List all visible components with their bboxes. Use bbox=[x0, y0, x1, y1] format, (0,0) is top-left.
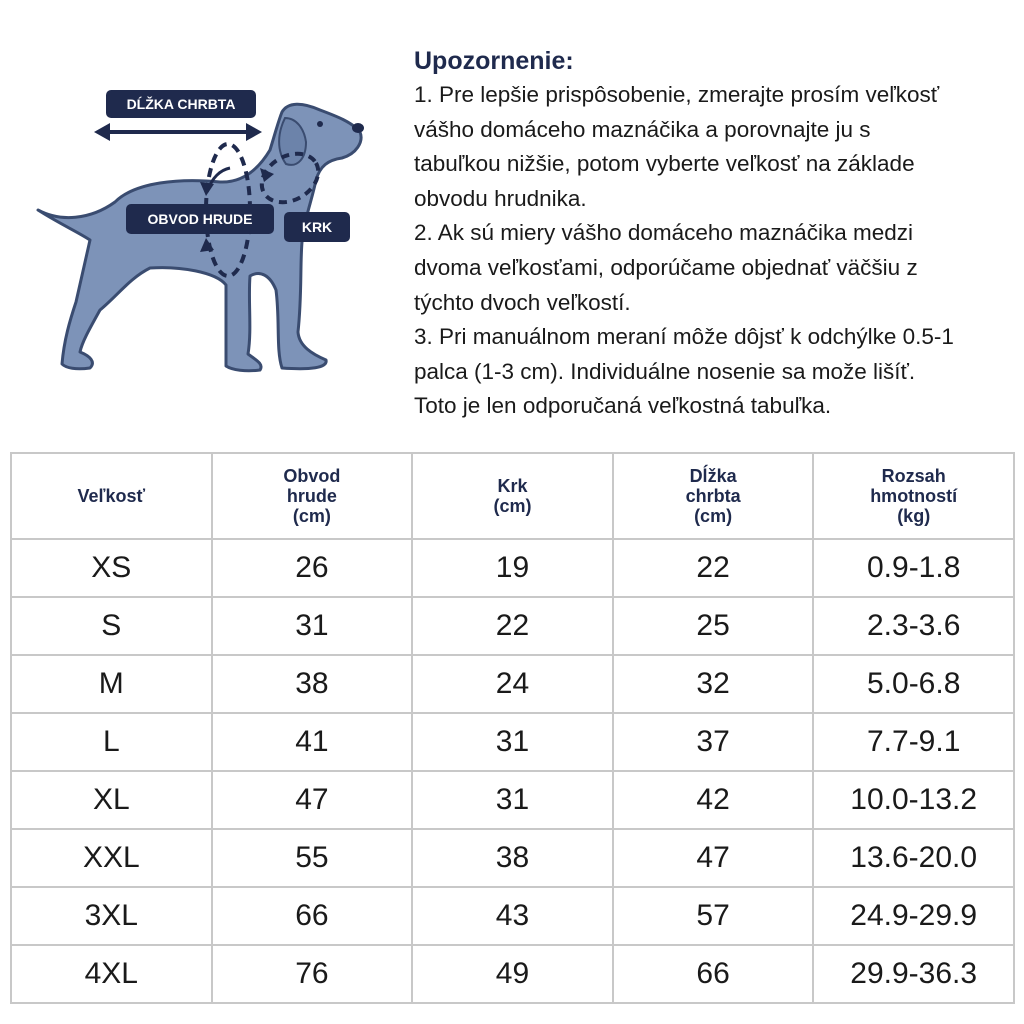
back-length-label-text: DĹŽKA CHRBTA bbox=[126, 96, 236, 112]
notice-line: palca (1-3 cm). Individuálne nosenie sa može lišíť. bbox=[414, 358, 916, 384]
cell-weight-range: 0.9-1.8 bbox=[813, 539, 1014, 597]
notice-line: 2. Ak sú miery vášho domáceho maznáčika medzi bbox=[414, 220, 913, 246]
cell-back-length: 47 bbox=[613, 829, 814, 887]
back-arrow-right-head bbox=[246, 123, 262, 141]
notice-line: dvoma veľkosťami, odporúčame objednať väčšiu z bbox=[414, 254, 918, 280]
notice-line: Toto je len odporučaná veľkostná tabuľka. bbox=[414, 393, 832, 419]
cell-size: 3XL bbox=[11, 887, 212, 945]
cell-weight-range: 29.9-36.3 bbox=[813, 945, 1014, 1003]
cell-neck: 38 bbox=[412, 829, 613, 887]
notice-line: obvodu hrudnika. bbox=[414, 185, 587, 211]
cell-weight-range: 2.3-3.6 bbox=[813, 597, 1014, 655]
notice-line: týchto dvoch veľkostí. bbox=[414, 289, 631, 315]
cell-chest: 55 bbox=[212, 829, 413, 887]
table-row bbox=[11, 655, 1014, 713]
cell-chest: 31 bbox=[212, 597, 413, 655]
cell-size: XS bbox=[11, 539, 212, 597]
cell-back-length: 37 bbox=[613, 713, 814, 771]
cell-size: 4XL bbox=[11, 945, 212, 1003]
header-back-length: Dĺžka chrbta (cm) bbox=[613, 453, 814, 539]
notice-line: 3. Pri manuálnom meraní môže dôjsť k odchýlke 0.5-1 bbox=[414, 324, 954, 350]
dog-diagram bbox=[20, 70, 400, 390]
chest-label-text: OBVOD HRUDE bbox=[147, 211, 253, 227]
cell-size: M bbox=[11, 655, 212, 713]
dog-eye bbox=[317, 121, 323, 127]
header-neck: Krk (cm) bbox=[412, 453, 613, 539]
notice-title: Upozornenie: bbox=[414, 47, 574, 75]
cell-chest: 66 bbox=[212, 887, 413, 945]
table-row bbox=[11, 771, 1014, 829]
header-size: Veľkosť bbox=[11, 453, 212, 539]
header-chest: Obvod hrude (cm) bbox=[212, 453, 413, 539]
cell-back-length: 66 bbox=[613, 945, 814, 1003]
cell-chest: 38 bbox=[212, 655, 413, 713]
cell-chest: 76 bbox=[212, 945, 413, 1003]
table-row bbox=[11, 829, 1014, 887]
cell-weight-range: 5.0-6.8 bbox=[813, 655, 1014, 713]
header-weight-range: Rozsah hmotností (kg) bbox=[813, 453, 1014, 539]
chest-label bbox=[126, 204, 274, 234]
cell-neck: 31 bbox=[412, 771, 613, 829]
cell-weight-range: 10.0-13.2 bbox=[813, 771, 1014, 829]
cell-size: XXL bbox=[11, 829, 212, 887]
table-row bbox=[11, 887, 1014, 945]
cell-neck: 49 bbox=[412, 945, 613, 1003]
cell-size: XL bbox=[11, 771, 212, 829]
cell-back-length: 42 bbox=[613, 771, 814, 829]
neck-label-text: KRK bbox=[301, 219, 333, 235]
size-chart-table bbox=[10, 452, 1015, 1004]
dog-measurement-illustration bbox=[20, 70, 400, 390]
cell-weight-range: 24.9-29.9 bbox=[813, 887, 1014, 945]
cell-back-length: 25 bbox=[613, 597, 814, 655]
cell-chest: 26 bbox=[212, 539, 413, 597]
cell-back-length: 32 bbox=[613, 655, 814, 713]
table-row bbox=[11, 597, 1014, 655]
cell-back-length: 22 bbox=[613, 539, 814, 597]
notice-line: vášho domáceho maznáčika a porovnajte ju s bbox=[414, 116, 871, 142]
cell-neck: 31 bbox=[412, 713, 613, 771]
table-row bbox=[11, 539, 1014, 597]
table-header-row bbox=[11, 453, 1014, 539]
cell-chest: 41 bbox=[212, 713, 413, 771]
cell-neck: 43 bbox=[412, 887, 613, 945]
back-length-label bbox=[106, 90, 256, 118]
cell-back-length: 57 bbox=[613, 887, 814, 945]
back-arrow-left-head bbox=[94, 123, 110, 141]
cell-neck: 22 bbox=[412, 597, 613, 655]
cell-weight-range: 7.7-9.1 bbox=[813, 713, 1014, 771]
table-row bbox=[11, 713, 1014, 771]
neck-label bbox=[284, 212, 350, 242]
notice-line: tabuľkou nižšie, potom vyberte veľkosť na základe bbox=[414, 151, 915, 177]
cell-chest: 47 bbox=[212, 771, 413, 829]
cell-neck: 24 bbox=[412, 655, 613, 713]
cell-size: L bbox=[11, 713, 212, 771]
dog-nose bbox=[352, 123, 364, 133]
table-row bbox=[11, 945, 1014, 1003]
cell-neck: 19 bbox=[412, 539, 613, 597]
notice-line: 1. Pre lepšie prispôsobenie, zmerajte prosím veľkosť bbox=[414, 82, 940, 107]
cell-weight-range: 13.6-20.0 bbox=[813, 829, 1014, 887]
cell-size: S bbox=[11, 597, 212, 655]
notice-section bbox=[414, 44, 1014, 424]
